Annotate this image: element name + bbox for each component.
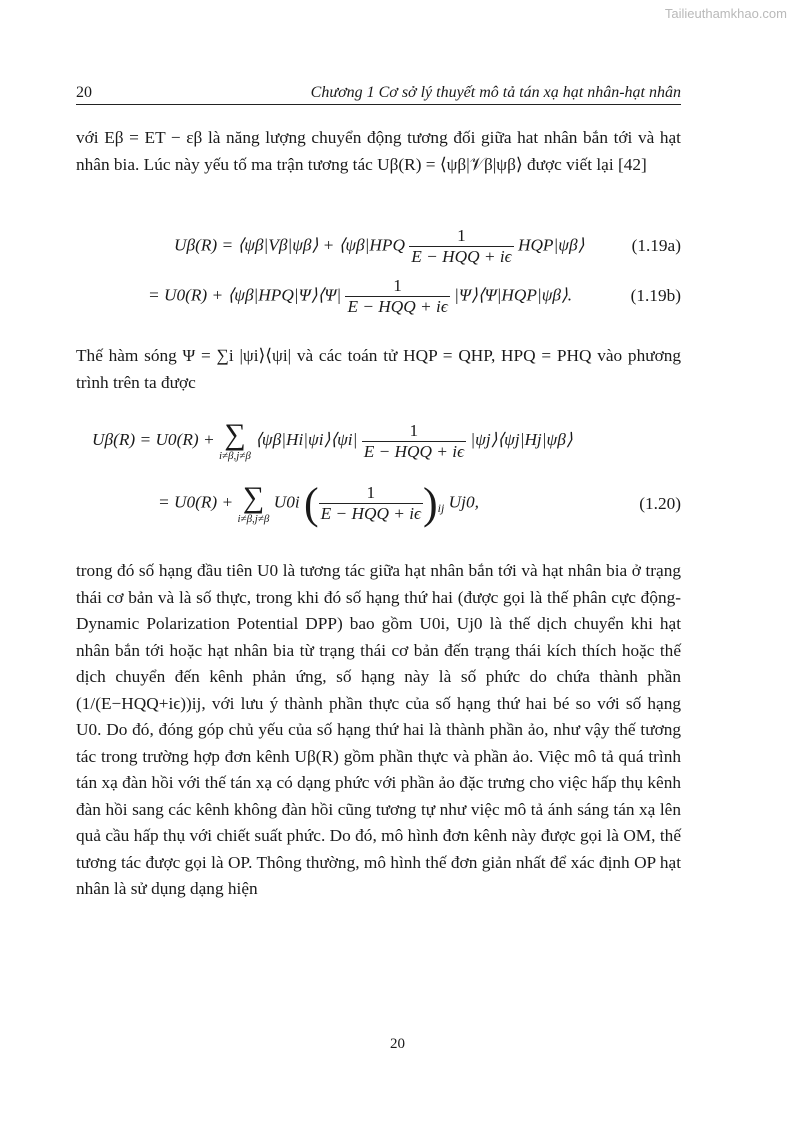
eq-1-20a-fraction — [362, 421, 466, 462]
eq-1-20b-numerator: 1 — [366, 483, 376, 502]
eq-1-20a-mid: ⟨ψβ|Hi|ψi⟩⟨ψi| — [255, 429, 358, 449]
eq-1-19a-fraction — [409, 226, 513, 267]
sum-limits: i≠β,j≠β — [237, 512, 270, 525]
paragraph-substitution: Thế hàm sóng Ψ = ∑i |ψi⟩⟨ψi| và các toán tử HQP = QHP, HPQ = PHQ vào phương trình trên ta được — [76, 346, 681, 392]
equation-1-20-line2: = U0(R) + ∑ i≠β,j≠β U0i ( $\frac{1}{\text{E − HQQ + iϵ}}$ )$_{ij}$ Uj0, (1.20) — [158, 479, 681, 528]
header-rule — [76, 104, 681, 105]
eq-1-20a-numerator: 1 — [409, 420, 419, 440]
chapter-title: Chương 1 Cơ sở lý thuyết mô tả tán xạ hạt nhân-hạt nhân — [310, 84, 681, 101]
eq-1-19a-denominator: E − HQQ + iϵ — [411, 247, 512, 266]
sum-symbol: ∑ i≠β,j≠β — [237, 480, 270, 525]
eq-1-20b-lhs: = U0(R) + — [158, 492, 234, 512]
eq-1-19b-denominator: E − HQQ + iϵ — [347, 297, 448, 316]
sum-limits: i≠β,j≠β — [218, 450, 251, 462]
eq-1-20b-rhs: Uj0, — [448, 492, 479, 512]
watermark: Tailieuthamkhao.com — [664, 6, 787, 21]
eq-1-20a-rhs: |ψj⟩⟨ψj|Hj|ψβ⟩ — [470, 429, 573, 449]
equation-1-19a — [76, 226, 681, 266]
footer-page-number: 20 — [390, 1036, 405, 1052]
equation-1-19b — [76, 276, 681, 316]
eq-1-19b-rhs: |Ψ⟩⟨Ψ|HQP|ψβ⟩. — [454, 285, 573, 305]
eq-1-20b-denominator: E − HQQ + iϵ — [320, 504, 421, 523]
eq-1-19b-lhs: = U0(R) + ⟨ψβ|HPQ|Ψ⟩⟨Ψ| — [148, 285, 342, 305]
eq-1-19b-tag: (1.19b) — [630, 286, 681, 305]
paragraph-explanation: trong đó số hạng đầu tiên U0 là tương tác giữa hạt nhân bắn tới và hạt nhân bia ở trạng thái cơ bản và là số thực, trong khi đó số hạng thứ hai (được gọi là thế phân cực động-Dynamic Polarization Potential DPP) bao gồm U0i, Uj0 là thế dịch chuyển khi hạt nhân bắn tới hoặc hạt nhân bia từ trạng thái cơ bản đến trạng thái kích thích hoặc thế dịch chuyển đến kênh phản ứng, số hạng này là số phức do chứa thành phần (1/(E−HQQ+iϵ))ij, với lưu ý thành phần thực của số hạng thứ hai bé so với số hạng U0. Do đó, đóng góp chủ yếu của số hạng thứ hai là thành phần ảo, như vậy thế tương tác trong trường hợp đơn kênh Uβ(R) gồm phần thực và phần ảo. Việc mô tả quá trình tán xạ đàn hồi với thế tán xạ có dạng phức với phần ảo đặc trưng cho việc hấp thụ kênh đàn hồi sang các kênh không đàn hồi cũng tương tự như việc mô tả ánh sáng tán xạ lên quả cầu hấp thụ với chiết suất phức. Do đó, mô hình đơn kênh này được gọi là OM, thế tương tác được gọi là OP. Thông thường, mô hình thế đơn giản nhất để xác định OP hạt nhân là sử dụng dạng hiện — [76, 561, 681, 898]
eq-1-20b-fraction — [319, 483, 423, 524]
eq-1-20a-lhs: Uβ(R) = U0(R) + — [92, 429, 215, 449]
page-header — [76, 84, 681, 104]
eq-1-19b-numerator: 1 — [393, 276, 402, 295]
eq-1-19b-fraction — [345, 276, 449, 317]
eq-1-19a-lhs: Uβ(R) = ⟨ψβ|Vβ|ψβ⟩ + ⟨ψβ|HPQ — [174, 235, 405, 255]
header-page-number: 20 — [76, 84, 92, 101]
paragraph-intro: với Eβ = ET − εβ là năng lượng chuyển động tương đối giữa hat nhân bắn tới và hạt nhân bia. Lúc này yếu tố ma trận tương tác Uβ(R) = ⟨ψβ|𝒱β|ψβ⟩ được viết lại [42] — [76, 128, 681, 174]
sum-symbol: ∑ i≠β,j≠β — [218, 418, 251, 462]
eq-1-19a-tag: (1.19a) — [631, 236, 681, 255]
eq-1-19a-numerator: 1 — [457, 226, 466, 245]
eq-1-20b-mid: U0i — [273, 492, 300, 512]
equation-1-20-line1 — [76, 420, 681, 472]
eq-1-20b-subscript: ij — [437, 500, 445, 515]
eq-1-20-tag: (1.20) — [639, 494, 681, 513]
eq-1-20a-denominator: E − HQQ + iϵ — [363, 441, 465, 461]
eq-1-19a-rhs: HQP|ψβ⟩ — [517, 235, 585, 255]
